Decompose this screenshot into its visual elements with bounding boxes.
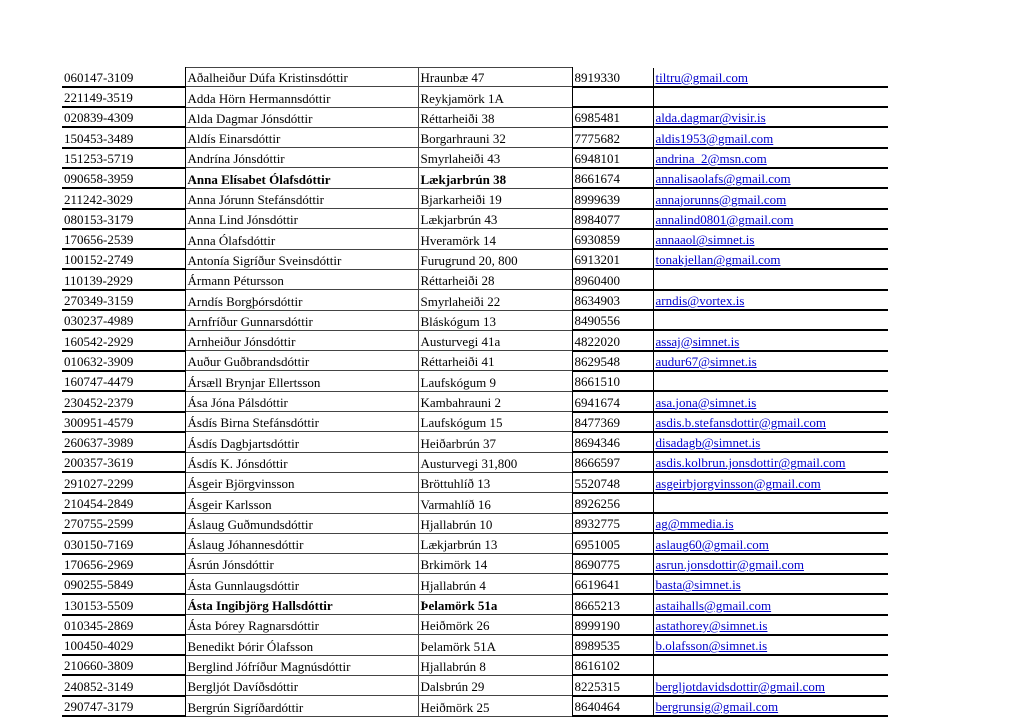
email-cell	[653, 554, 888, 574]
phone-cell: 8932775	[572, 513, 653, 533]
name-cell: Aðalheiður Dúfa Kristinsdóttir	[185, 68, 418, 87]
email-cell	[653, 574, 888, 594]
name-cell: Áslaug Guðmundsdóttir	[185, 513, 418, 533]
phone-cell: 6951005	[572, 533, 653, 553]
id-number-cell: 010345-2869	[62, 615, 185, 635]
id-number-cell: 030237-4989	[62, 310, 185, 330]
phone-cell: 8999190	[572, 615, 653, 635]
name-cell: Bergrún Sigríðardóttir	[185, 696, 418, 716]
phone-cell: 8960400	[572, 269, 653, 289]
id-number-cell: 200357-3619	[62, 452, 185, 472]
table-row	[62, 249, 888, 269]
name-cell: Áslaug Jóhannesdóttir	[185, 533, 418, 553]
address-cell: Hjallabrún 8	[418, 655, 572, 675]
email-cell	[653, 229, 888, 249]
address-cell: Réttarheiði 38	[418, 107, 572, 127]
name-cell: Ármann Pétursson	[185, 269, 418, 289]
table-row	[62, 269, 888, 289]
table-row	[62, 655, 888, 675]
name-cell: Anna Elísabet Ólafsdóttir	[185, 168, 418, 188]
table-row	[62, 148, 888, 168]
table-row	[62, 675, 888, 695]
name-cell: Arnfríður Gunnarsdóttir	[185, 310, 418, 330]
address-cell: Hveramörk 14	[418, 229, 572, 249]
phone-cell: 8984077	[572, 209, 653, 229]
email-cell	[653, 513, 888, 533]
table-row	[62, 351, 888, 371]
phone-cell: 7775682	[572, 127, 653, 147]
email-cell	[653, 432, 888, 452]
id-number-cell: 270349-3159	[62, 290, 185, 310]
address-cell: Bjarkarheiði 19	[418, 188, 572, 208]
contact-table-body	[62, 68, 888, 717]
phone-cell: 8661510	[572, 371, 653, 391]
email-cell	[653, 148, 888, 168]
id-number-cell: 150453-3489	[62, 127, 185, 147]
address-cell: Bláskógum 13	[418, 310, 572, 330]
email-cell	[653, 290, 888, 310]
table-row	[62, 330, 888, 350]
email-link[interactable]: annaaol@simnet.is	[655, 232, 755, 248]
email-cell	[653, 87, 888, 107]
phone-cell: 6930859	[572, 229, 653, 249]
phone-cell: 6948101	[572, 148, 653, 168]
email-link[interactable]: ag@mmedia.is	[655, 516, 734, 532]
email-link[interactable]: asa.jona@simnet.is	[655, 394, 757, 410]
address-cell: Varmahlíð 16	[418, 493, 572, 513]
email-cell	[653, 635, 888, 655]
id-number-cell: 170656-2539	[62, 229, 185, 249]
id-number-cell: 210454-2849	[62, 493, 185, 513]
email-link[interactable]: asdis.b.stefansdottir@gmail.com	[655, 414, 826, 430]
phone-cell	[572, 87, 653, 107]
name-cell: Berglind Jófríður Magnúsdóttir	[185, 655, 418, 675]
phone-cell: 8616102	[572, 655, 653, 675]
name-cell: Arnheiður Jónsdóttir	[185, 330, 418, 350]
name-cell: Andrína Jónsdóttir	[185, 148, 418, 168]
email-cell	[653, 351, 888, 371]
name-cell: Antonía Sigríður Sveinsdóttir	[185, 249, 418, 269]
id-number-cell: 020839-4309	[62, 107, 185, 127]
id-number-cell: 110139-2929	[62, 269, 185, 289]
address-cell: Borgarhrauni 32	[418, 127, 572, 147]
id-number-cell: 100152-2749	[62, 249, 185, 269]
id-number-cell: 160542-2929	[62, 330, 185, 350]
phone-cell: 8629548	[572, 351, 653, 371]
phone-cell: 6985481	[572, 107, 653, 127]
email-cell	[653, 330, 888, 350]
name-cell: Ásta Ingibjörg Hallsdóttir	[185, 594, 418, 614]
address-cell: Brkimörk 14	[418, 554, 572, 574]
address-cell: Smyrlaheiði 43	[418, 148, 572, 168]
name-cell: Adda Hörn Hermannsdóttir	[185, 87, 418, 107]
phone-cell: 8225315	[572, 675, 653, 695]
address-cell: Heiðmörk 26	[418, 615, 572, 635]
contact-table	[62, 67, 888, 717]
email-cell	[653, 696, 888, 716]
address-cell: Þelamörk 51A	[418, 635, 572, 655]
phone-cell: 6941674	[572, 391, 653, 411]
id-number-cell: 260637-3989	[62, 432, 185, 452]
id-number-cell: 221149-3519	[62, 87, 185, 107]
email-link[interactable]: audur67@simnet.is	[655, 353, 757, 369]
table-row	[62, 452, 888, 472]
table-row	[62, 290, 888, 310]
table-row	[62, 533, 888, 553]
name-cell: Anna Jórunn Stefánsdóttir	[185, 188, 418, 208]
name-cell: Ásta Gunnlaugsdóttir	[185, 574, 418, 594]
name-cell: Anna Lind Jónsdóttir	[185, 209, 418, 229]
table-row	[62, 472, 888, 492]
phone-cell: 8989535	[572, 635, 653, 655]
phone-cell: 8926256	[572, 493, 653, 513]
name-cell: Ásdís K. Jónsdóttir	[185, 452, 418, 472]
phone-cell: 8477369	[572, 412, 653, 432]
email-link[interactable]: annajorunns@gmail.com	[655, 191, 787, 207]
address-cell: Hjallabrún 4	[418, 574, 572, 594]
address-cell: Heiðmörk 25	[418, 696, 572, 716]
phone-cell: 8690775	[572, 554, 653, 574]
id-number-cell: 211242-3029	[62, 188, 185, 208]
email-cell	[653, 68, 888, 87]
address-cell: Dalsbrún 29	[418, 675, 572, 695]
email-cell	[653, 310, 888, 330]
email-cell	[653, 412, 888, 432]
phone-cell: 8490556	[572, 310, 653, 330]
id-number-cell: 090658-3959	[62, 168, 185, 188]
address-cell: Heiðarbrún 37	[418, 432, 572, 452]
phone-cell: 6913201	[572, 249, 653, 269]
phone-cell: 8694346	[572, 432, 653, 452]
id-number-cell: 080153-3179	[62, 209, 185, 229]
address-cell: Hraunbæ 47	[418, 68, 572, 87]
email-link[interactable]: basta@simnet.is	[655, 577, 741, 593]
phone-cell: 8999639	[572, 188, 653, 208]
email-link[interactable]: bergrunsig@gmail.com	[655, 699, 779, 714]
table-row	[62, 554, 888, 574]
table-row	[62, 493, 888, 513]
email-cell	[653, 615, 888, 635]
id-number-cell: 151253-5719	[62, 148, 185, 168]
address-cell: Laufskógum 9	[418, 371, 572, 391]
name-cell: Ásgeir Björgvinsson	[185, 472, 418, 492]
table-row	[62, 635, 888, 655]
email-link[interactable]: asdis.kolbrun.jonsdottir@gmail.com	[655, 455, 846, 471]
phone-cell: 8661674	[572, 168, 653, 188]
phone-cell: 8665213	[572, 594, 653, 614]
id-number-cell: 270755-2599	[62, 513, 185, 533]
email-link[interactable]: aslaug60@gmail.com	[655, 536, 769, 552]
email-link[interactable]: asrun.jonsdottir@gmail.com	[655, 556, 804, 572]
email-cell	[653, 594, 888, 614]
email-link[interactable]: aldis1953@gmail.com	[655, 130, 774, 146]
id-number-cell: 090255-5849	[62, 574, 185, 594]
address-cell: Lækjarbrún 43	[418, 209, 572, 229]
email-cell	[653, 209, 888, 229]
email-cell	[653, 533, 888, 553]
email-link[interactable]: b.olafsson@simnet.is	[655, 638, 768, 654]
table-row	[62, 371, 888, 391]
name-cell: Ásgeir Karlsson	[185, 493, 418, 513]
id-number-cell: 010632-3909	[62, 351, 185, 371]
address-cell: Réttarheiði 28	[418, 269, 572, 289]
email-cell	[653, 168, 888, 188]
email-cell	[653, 391, 888, 411]
table-row	[62, 87, 888, 107]
name-cell: Ása Jóna Pálsdóttir	[185, 391, 418, 411]
phone-cell: 8919330	[572, 68, 653, 87]
phone-cell: 4822020	[572, 330, 653, 350]
name-cell: Aldís Einarsdóttir	[185, 127, 418, 147]
id-number-cell: 240852-3149	[62, 675, 185, 695]
name-cell: Ársæll Brynjar Ellertsson	[185, 371, 418, 391]
address-cell: Þelamörk 51a	[418, 594, 572, 614]
id-number-cell: 030150-7169	[62, 533, 185, 553]
table-row	[62, 127, 888, 147]
name-cell: Alda Dagmar Jónsdóttir	[185, 107, 418, 127]
table-row	[62, 209, 888, 229]
email-cell	[653, 269, 888, 289]
table-row	[62, 188, 888, 208]
email-link[interactable]: tiltru@gmail.com	[655, 69, 748, 85]
id-number-cell: 291027-2299	[62, 472, 185, 492]
email-link[interactable]: andrina_2@msn.com	[655, 150, 767, 166]
email-cell	[653, 127, 888, 147]
table-row	[62, 513, 888, 533]
id-number-cell: 130153-5509	[62, 594, 185, 614]
id-number-cell: 290747-3179	[62, 696, 185, 716]
email-link[interactable]: asgeirbjorgvinsson@gmail.com	[655, 475, 821, 491]
table-row	[62, 412, 888, 432]
table-row	[62, 168, 888, 188]
email-cell	[653, 371, 888, 391]
email-cell	[653, 188, 888, 208]
phone-cell: 6619641	[572, 574, 653, 594]
email-link[interactable]: bergljotdavidsdottir@gmail.com	[655, 678, 826, 694]
name-cell: Auður Guðbrandsdóttir	[185, 351, 418, 371]
id-number-cell: 160747-4479	[62, 371, 185, 391]
table-row	[62, 310, 888, 330]
name-cell: Bergljót Davíðsdóttir	[185, 675, 418, 695]
name-cell: Ásrún Jónsdóttir	[185, 554, 418, 574]
name-cell: Ásdís Birna Stefánsdóttir	[185, 412, 418, 432]
address-cell: Austurvegi 31,800	[418, 452, 572, 472]
email-link[interactable]: disadagb@simnet.is	[655, 435, 761, 451]
email-cell	[653, 675, 888, 695]
table-row	[62, 574, 888, 594]
email-link[interactable]: annalisaolafs@gmail.com	[655, 171, 791, 187]
name-cell: Ásta Þórey Ragnarsdóttir	[185, 615, 418, 635]
table-row	[62, 615, 888, 635]
email-link[interactable]: assaj@simnet.is	[655, 333, 740, 349]
id-number-cell: 230452-2379	[62, 391, 185, 411]
email-cell	[653, 107, 888, 127]
address-cell: Furugrund 20, 800	[418, 249, 572, 269]
email-link[interactable]: tonakjellan@gmail.com	[655, 252, 781, 268]
name-cell: Ásdís Dagbjartsdóttir	[185, 432, 418, 452]
address-cell: Lækjarbrún 38	[418, 168, 572, 188]
table-row	[62, 229, 888, 249]
address-cell: Hjallabrún 10	[418, 513, 572, 533]
address-cell: Reykjamörk 1A	[418, 87, 572, 107]
table-row	[62, 594, 888, 614]
phone-cell: 8666597	[572, 452, 653, 472]
email-link[interactable]: astathorey@simnet.is	[655, 617, 768, 633]
address-cell: Lækjarbrún 13	[418, 533, 572, 553]
email-cell	[653, 655, 888, 675]
id-number-cell: 060147-3109	[62, 68, 185, 87]
table-row	[62, 696, 888, 716]
email-cell	[653, 452, 888, 472]
address-cell: Smyrlaheiði 22	[418, 290, 572, 310]
address-cell: Kambahrauni 2	[418, 391, 572, 411]
address-cell: Austurvegi 41a	[418, 330, 572, 350]
phone-cell: 8634903	[572, 290, 653, 310]
email-link[interactable]: arndis@vortex.is	[655, 293, 745, 309]
email-cell	[653, 249, 888, 269]
table-row	[62, 432, 888, 452]
name-cell: Arndís Borgþórsdóttir	[185, 290, 418, 310]
email-link[interactable]: alda.dagmar@visir.is	[655, 110, 766, 126]
name-cell: Anna Ólafsdóttir	[185, 229, 418, 249]
table-row	[62, 68, 888, 87]
email-link[interactable]: astaihalls@gmail.com	[655, 597, 772, 613]
table-row	[62, 391, 888, 411]
id-number-cell: 100450-4029	[62, 635, 185, 655]
id-number-cell: 300951-4579	[62, 412, 185, 432]
id-number-cell: 170656-2969	[62, 554, 185, 574]
address-cell: Bröttuhlíð 13	[418, 472, 572, 492]
email-link[interactable]: annalind0801@gmail.com	[655, 211, 794, 227]
address-cell: Réttarheiði 41	[418, 351, 572, 371]
name-cell: Benedikt Þórir Ólafsson	[185, 635, 418, 655]
phone-cell: 8640464	[572, 696, 653, 716]
email-cell	[653, 493, 888, 513]
table-row	[62, 107, 888, 127]
address-cell: Laufskógum 15	[418, 412, 572, 432]
id-number-cell: 210660-3809	[62, 655, 185, 675]
email-cell	[653, 472, 888, 492]
phone-cell: 5520748	[572, 472, 653, 492]
